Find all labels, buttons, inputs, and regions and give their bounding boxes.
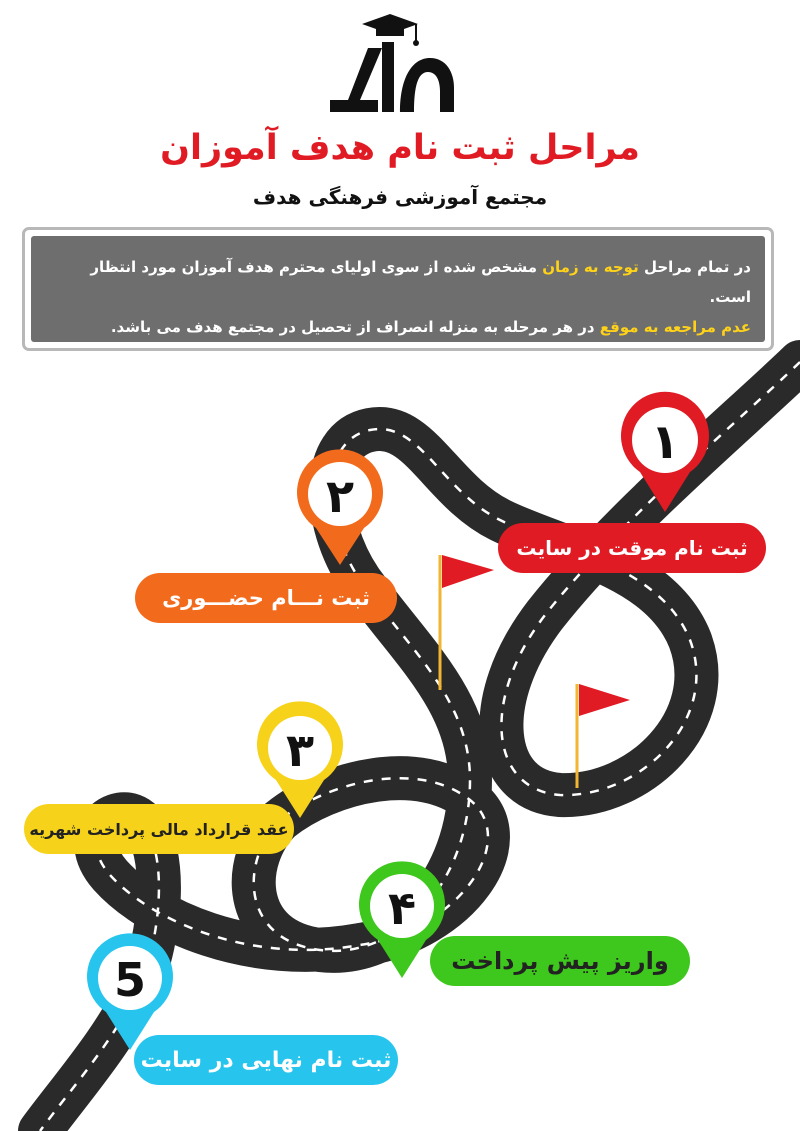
notice-line1-end: مشخص شده از سوی اولیای محترم هدف آموزان مورد انتظار است.: [90, 258, 751, 306]
step-3-label: عقد قرارداد مالی پرداخت شهریه: [24, 804, 294, 854]
road-illustration: [0, 340, 800, 1131]
page-title: مراحل ثبت نام هدف آموزان: [160, 128, 640, 168]
logo-icon: [320, 8, 460, 120]
notice-line2-end: در هر مرحله به منزله انصراف از تحصیل در مجتمع هدف می باشد.: [110, 318, 600, 336]
step-5-number: 5: [113, 953, 147, 1007]
step-3-number: ۳: [285, 723, 315, 777]
step-2-pin: [297, 449, 383, 565]
notice-box: [22, 227, 774, 351]
notice-line-2: [45, 312, 751, 342]
notice-line1-start: در تمام مراحل: [638, 258, 751, 276]
step-2-label: ثبت نـــام حضـــوری: [135, 573, 397, 623]
step-2-number: ۲: [325, 469, 355, 523]
notice-highlight-late: عدم مراجعه به موقع: [599, 318, 751, 336]
notice-highlight-time: توجه به زمان: [542, 258, 639, 276]
step-4-label: واریز پیش پرداخت: [430, 936, 690, 986]
notice-line-1: [45, 252, 751, 312]
page-subtitle: مجتمع آموزشی فرهنگی هدف: [252, 185, 548, 209]
step-4-number: ۴: [387, 881, 417, 935]
step-1-number: ۱: [650, 414, 680, 470]
notice-text: [31, 236, 765, 342]
step-5-label: ثبت نام نهایی در سایت: [134, 1035, 398, 1085]
step-1-label: ثبت نام موقت در سایت: [498, 523, 766, 573]
